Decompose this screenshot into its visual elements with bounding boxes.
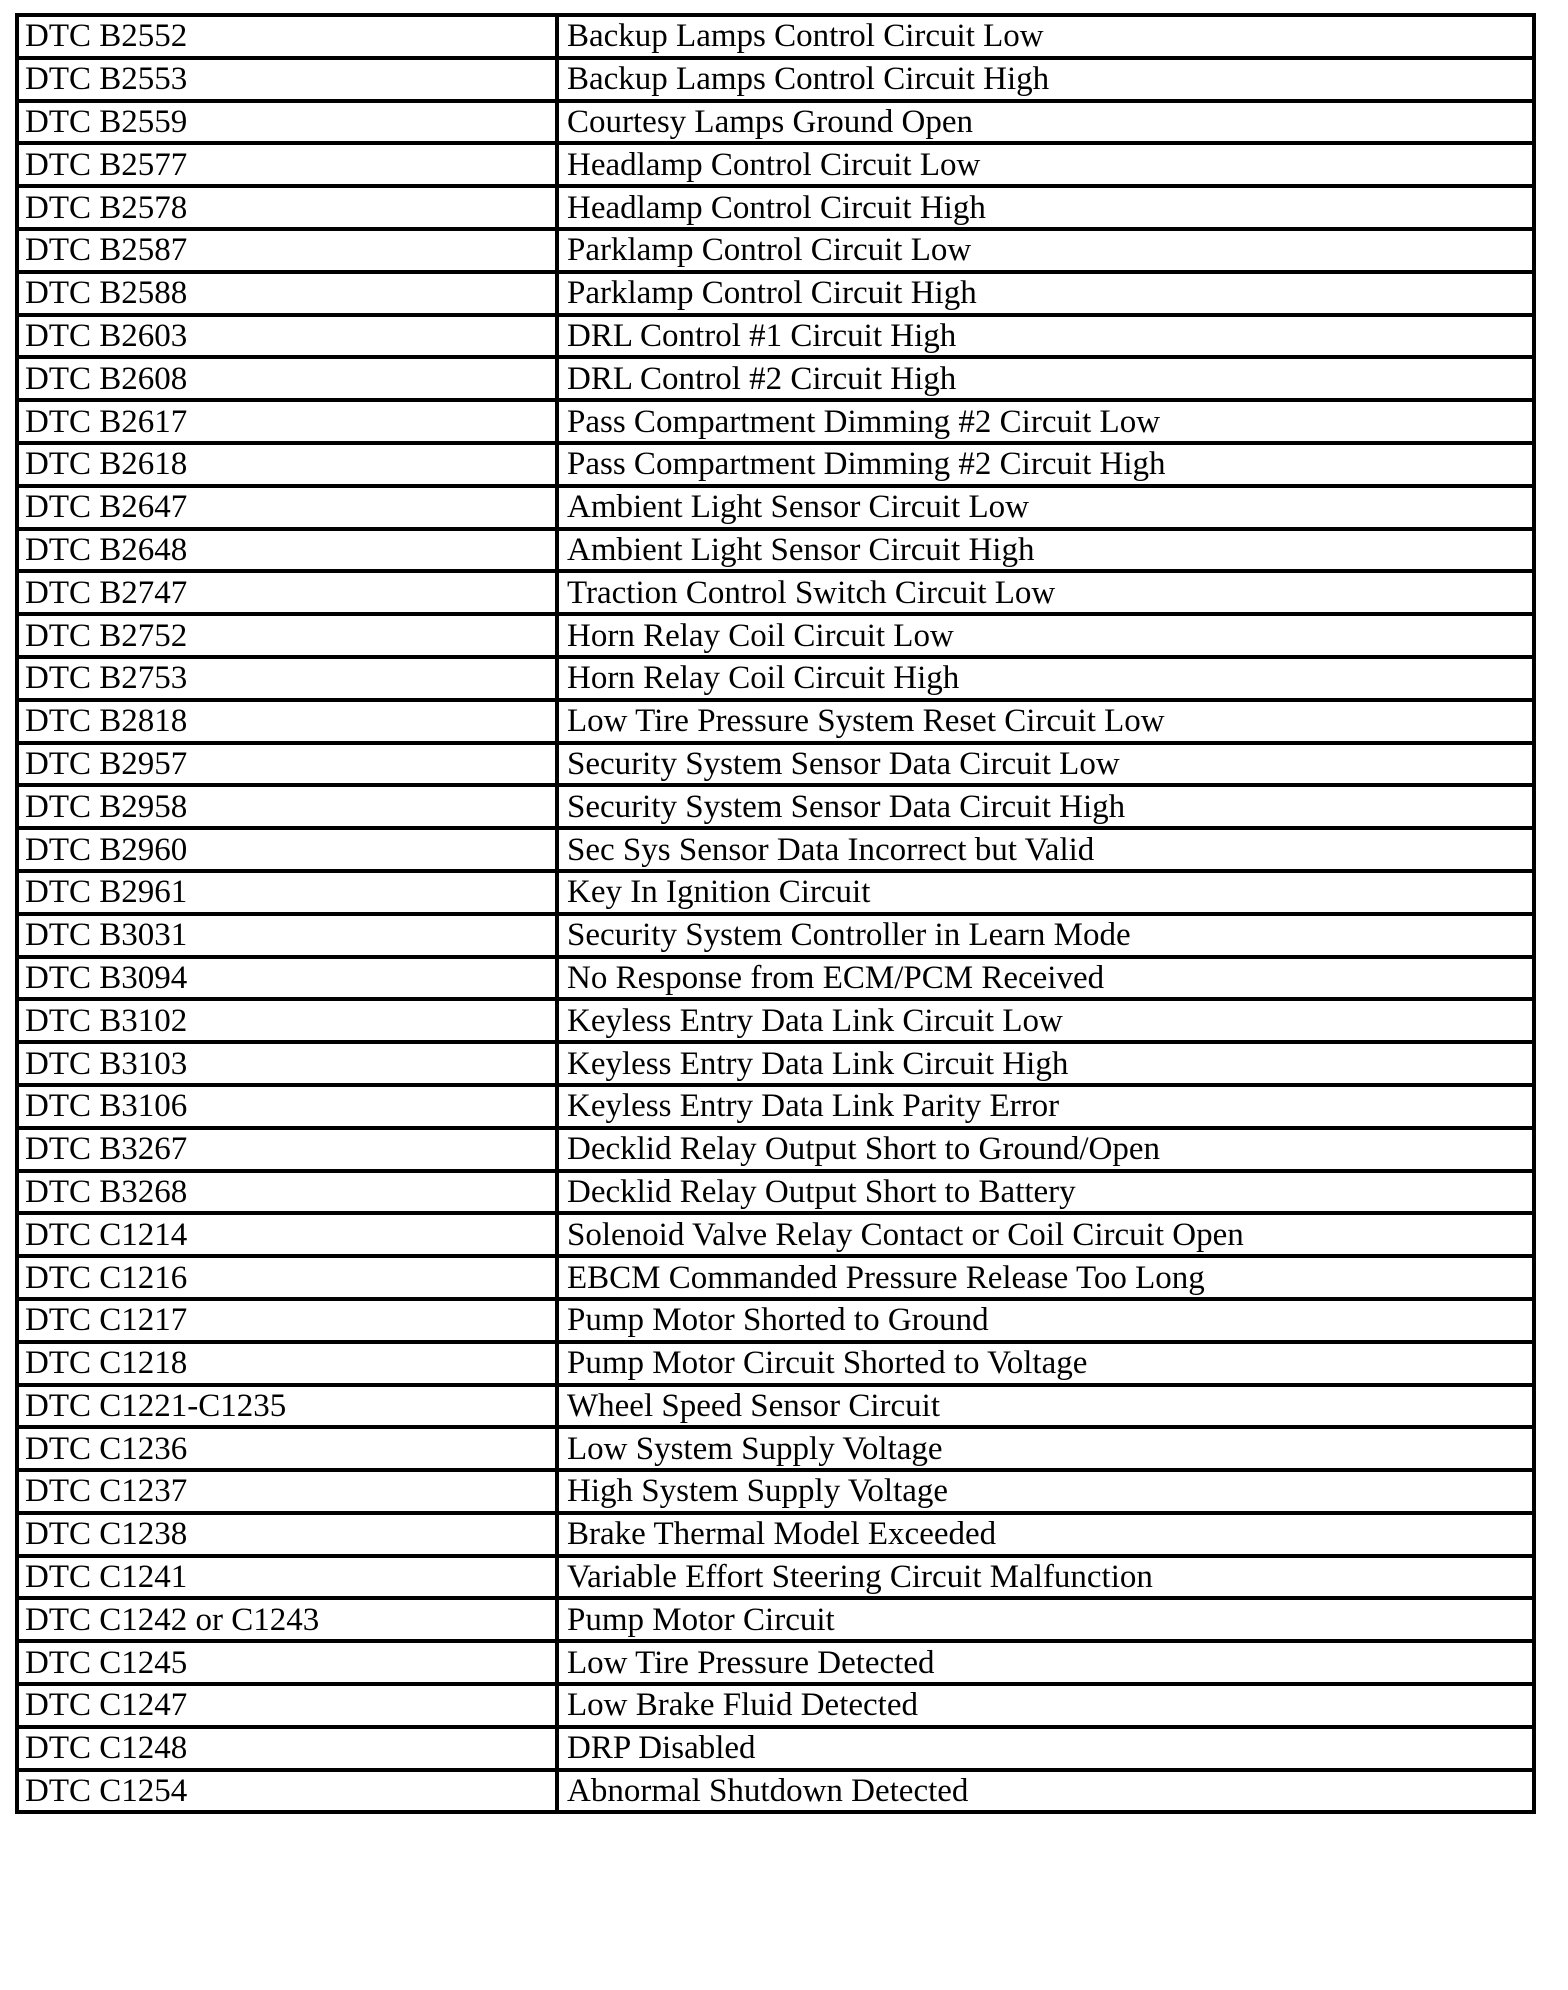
dtc-description-cell: DRL Control #2 Circuit High <box>557 357 1534 400</box>
dtc-code-cell: DTC C1242 or C1243 <box>17 1598 557 1641</box>
table-row <box>17 400 1534 443</box>
dtc-description-cell: Low Tire Pressure System Reset Circuit Low <box>557 700 1534 743</box>
table-row <box>17 828 1534 871</box>
table-row <box>17 1042 1534 1085</box>
dtc-code-cell: DTC C1214 <box>17 1213 557 1256</box>
table-row <box>17 186 1534 229</box>
dtc-code-cell: DTC C1216 <box>17 1256 557 1299</box>
dtc-description-cell: Pump Motor Circuit <box>557 1598 1534 1641</box>
dtc-code-cell: DTC B2603 <box>17 315 557 358</box>
table-row <box>17 1385 1534 1428</box>
table-row <box>17 529 1534 572</box>
dtc-description-cell: Decklid Relay Output Short to Battery <box>557 1171 1534 1214</box>
dtc-description-cell: Keyless Entry Data Link Parity Error <box>557 1085 1534 1128</box>
table-row <box>17 1342 1534 1385</box>
table-row <box>17 957 1534 1000</box>
table-row <box>17 101 1534 144</box>
table-row <box>17 571 1534 614</box>
dtc-description-cell: Horn Relay Coil Circuit High <box>557 657 1534 700</box>
dtc-code-cell: DTC B2747 <box>17 571 557 614</box>
table-row <box>17 1556 1534 1599</box>
dtc-code-cell: DTC B2753 <box>17 657 557 700</box>
dtc-description-cell: Key In Ignition Circuit <box>557 871 1534 914</box>
dtc-table <box>15 13 1536 1814</box>
dtc-description-cell: EBCM Commanded Pressure Release Too Long <box>557 1256 1534 1299</box>
dtc-description-cell: Ambient Light Sensor Circuit Low <box>557 486 1534 529</box>
table-row <box>17 1513 1534 1556</box>
dtc-description-cell: Traction Control Switch Circuit Low <box>557 571 1534 614</box>
table-row <box>17 1598 1534 1641</box>
table-row <box>17 1299 1534 1342</box>
dtc-description-cell: Courtesy Lamps Ground Open <box>557 101 1534 144</box>
dtc-code-cell: DTC B2957 <box>17 743 557 786</box>
dtc-code-cell: DTC B2553 <box>17 58 557 101</box>
dtc-code-cell: DTC B2618 <box>17 443 557 486</box>
dtc-code-cell: DTC C1236 <box>17 1427 557 1470</box>
table-row <box>17 1770 1534 1813</box>
table-row <box>17 443 1534 486</box>
dtc-description-cell: Security System Sensor Data Circuit High <box>557 785 1534 828</box>
table-row <box>17 743 1534 786</box>
dtc-description-cell: Keyless Entry Data Link Circuit Low <box>557 999 1534 1042</box>
dtc-code-cell: DTC B2960 <box>17 828 557 871</box>
dtc-code-cell: DTC C1218 <box>17 1342 557 1385</box>
dtc-description-cell: No Response from ECM/PCM Received <box>557 957 1534 1000</box>
table-row <box>17 700 1534 743</box>
dtc-code-cell: DTC B2587 <box>17 229 557 272</box>
table-row <box>17 15 1534 58</box>
dtc-description-cell: DRL Control #1 Circuit High <box>557 315 1534 358</box>
dtc-code-cell: DTC C1254 <box>17 1770 557 1813</box>
dtc-code-cell: DTC B2648 <box>17 529 557 572</box>
dtc-description-cell: Low Tire Pressure Detected <box>557 1641 1534 1684</box>
table-row <box>17 1128 1534 1171</box>
dtc-code-cell: DTC B2958 <box>17 785 557 828</box>
table-row <box>17 1684 1534 1727</box>
table-row <box>17 1427 1534 1470</box>
dtc-description-cell: Abnormal Shutdown Detected <box>557 1770 1534 1813</box>
table-row <box>17 871 1534 914</box>
dtc-code-cell: DTC C1238 <box>17 1513 557 1556</box>
dtc-description-cell: Pump Motor Circuit Shorted to Voltage <box>557 1342 1534 1385</box>
dtc-code-cell: DTC C1247 <box>17 1684 557 1727</box>
dtc-code-cell: DTC B3031 <box>17 914 557 957</box>
dtc-code-cell: DTC B2608 <box>17 357 557 400</box>
table-row <box>17 229 1534 272</box>
dtc-code-cell: DTC B2578 <box>17 186 557 229</box>
table-row <box>17 1256 1534 1299</box>
dtc-description-cell: Sec Sys Sensor Data Incorrect but Valid <box>557 828 1534 871</box>
table-row <box>17 357 1534 400</box>
dtc-description-cell: Backup Lamps Control Circuit High <box>557 58 1534 101</box>
dtc-description-cell: Variable Effort Steering Circuit Malfunction <box>557 1556 1534 1599</box>
table-row <box>17 272 1534 315</box>
dtc-description-cell: Wheel Speed Sensor Circuit <box>557 1385 1534 1428</box>
dtc-code-cell: DTC B2588 <box>17 272 557 315</box>
table-row <box>17 999 1534 1042</box>
dtc-code-cell: DTC C1221-C1235 <box>17 1385 557 1428</box>
table-row <box>17 1171 1534 1214</box>
dtc-description-cell: Security System Sensor Data Circuit Low <box>557 743 1534 786</box>
table-row <box>17 1085 1534 1128</box>
table-row <box>17 1470 1534 1513</box>
dtc-description-cell: Keyless Entry Data Link Circuit High <box>557 1042 1534 1085</box>
dtc-description-cell: Horn Relay Coil Circuit Low <box>557 614 1534 657</box>
dtc-code-cell: DTC B3103 <box>17 1042 557 1085</box>
table-row <box>17 1727 1534 1770</box>
dtc-code-cell: DTC B3106 <box>17 1085 557 1128</box>
table-row <box>17 614 1534 657</box>
table-row <box>17 657 1534 700</box>
dtc-code-cell: DTC B2617 <box>17 400 557 443</box>
dtc-code-cell: DTC B3267 <box>17 1128 557 1171</box>
dtc-description-cell: Headlamp Control Circuit Low <box>557 143 1534 186</box>
dtc-code-cell: DTC B2559 <box>17 101 557 144</box>
table-row <box>17 914 1534 957</box>
table-row <box>17 1641 1534 1684</box>
dtc-code-cell: DTC B3094 <box>17 957 557 1000</box>
table-row <box>17 58 1534 101</box>
dtc-code-cell: DTC B3102 <box>17 999 557 1042</box>
dtc-description-cell: Backup Lamps Control Circuit Low <box>557 15 1534 58</box>
dtc-description-cell: Ambient Light Sensor Circuit High <box>557 529 1534 572</box>
table-row <box>17 1213 1534 1256</box>
table-row <box>17 315 1534 358</box>
dtc-description-cell: Parklamp Control Circuit Low <box>557 229 1534 272</box>
dtc-table-body <box>17 15 1534 1812</box>
dtc-code-cell: DTC B2647 <box>17 486 557 529</box>
dtc-description-cell: Pass Compartment Dimming #2 Circuit Low <box>557 400 1534 443</box>
dtc-description-cell: Brake Thermal Model Exceeded <box>557 1513 1534 1556</box>
dtc-description-cell: Solenoid Valve Relay Contact or Coil Circuit Open <box>557 1213 1534 1256</box>
table-row <box>17 785 1534 828</box>
dtc-description-cell: Decklid Relay Output Short to Ground/Open <box>557 1128 1534 1171</box>
dtc-code-cell: DTC B3268 <box>17 1171 557 1214</box>
dtc-code-cell: DTC C1237 <box>17 1470 557 1513</box>
dtc-code-cell: DTC C1217 <box>17 1299 557 1342</box>
dtc-code-cell: DTC C1245 <box>17 1641 557 1684</box>
dtc-description-cell: DRP Disabled <box>557 1727 1534 1770</box>
dtc-code-cell: DTC B2577 <box>17 143 557 186</box>
dtc-code-cell: DTC C1241 <box>17 1556 557 1599</box>
dtc-description-cell: Security System Controller in Learn Mode <box>557 914 1534 957</box>
dtc-description-cell: Pass Compartment Dimming #2 Circuit High <box>557 443 1534 486</box>
dtc-description-cell: Low System Supply Voltage <box>557 1427 1534 1470</box>
dtc-description-cell: Low Brake Fluid Detected <box>557 1684 1534 1727</box>
dtc-description-cell: Headlamp Control Circuit High <box>557 186 1534 229</box>
dtc-code-cell: DTC B2752 <box>17 614 557 657</box>
table-row <box>17 486 1534 529</box>
dtc-code-cell: DTC B2552 <box>17 15 557 58</box>
table-row <box>17 143 1534 186</box>
dtc-code-cell: DTC B2818 <box>17 700 557 743</box>
dtc-description-cell: Parklamp Control Circuit High <box>557 272 1534 315</box>
dtc-code-cell: DTC B2961 <box>17 871 557 914</box>
dtc-description-cell: Pump Motor Shorted to Ground <box>557 1299 1534 1342</box>
dtc-description-cell: High System Supply Voltage <box>557 1470 1534 1513</box>
dtc-code-cell: DTC C1248 <box>17 1727 557 1770</box>
